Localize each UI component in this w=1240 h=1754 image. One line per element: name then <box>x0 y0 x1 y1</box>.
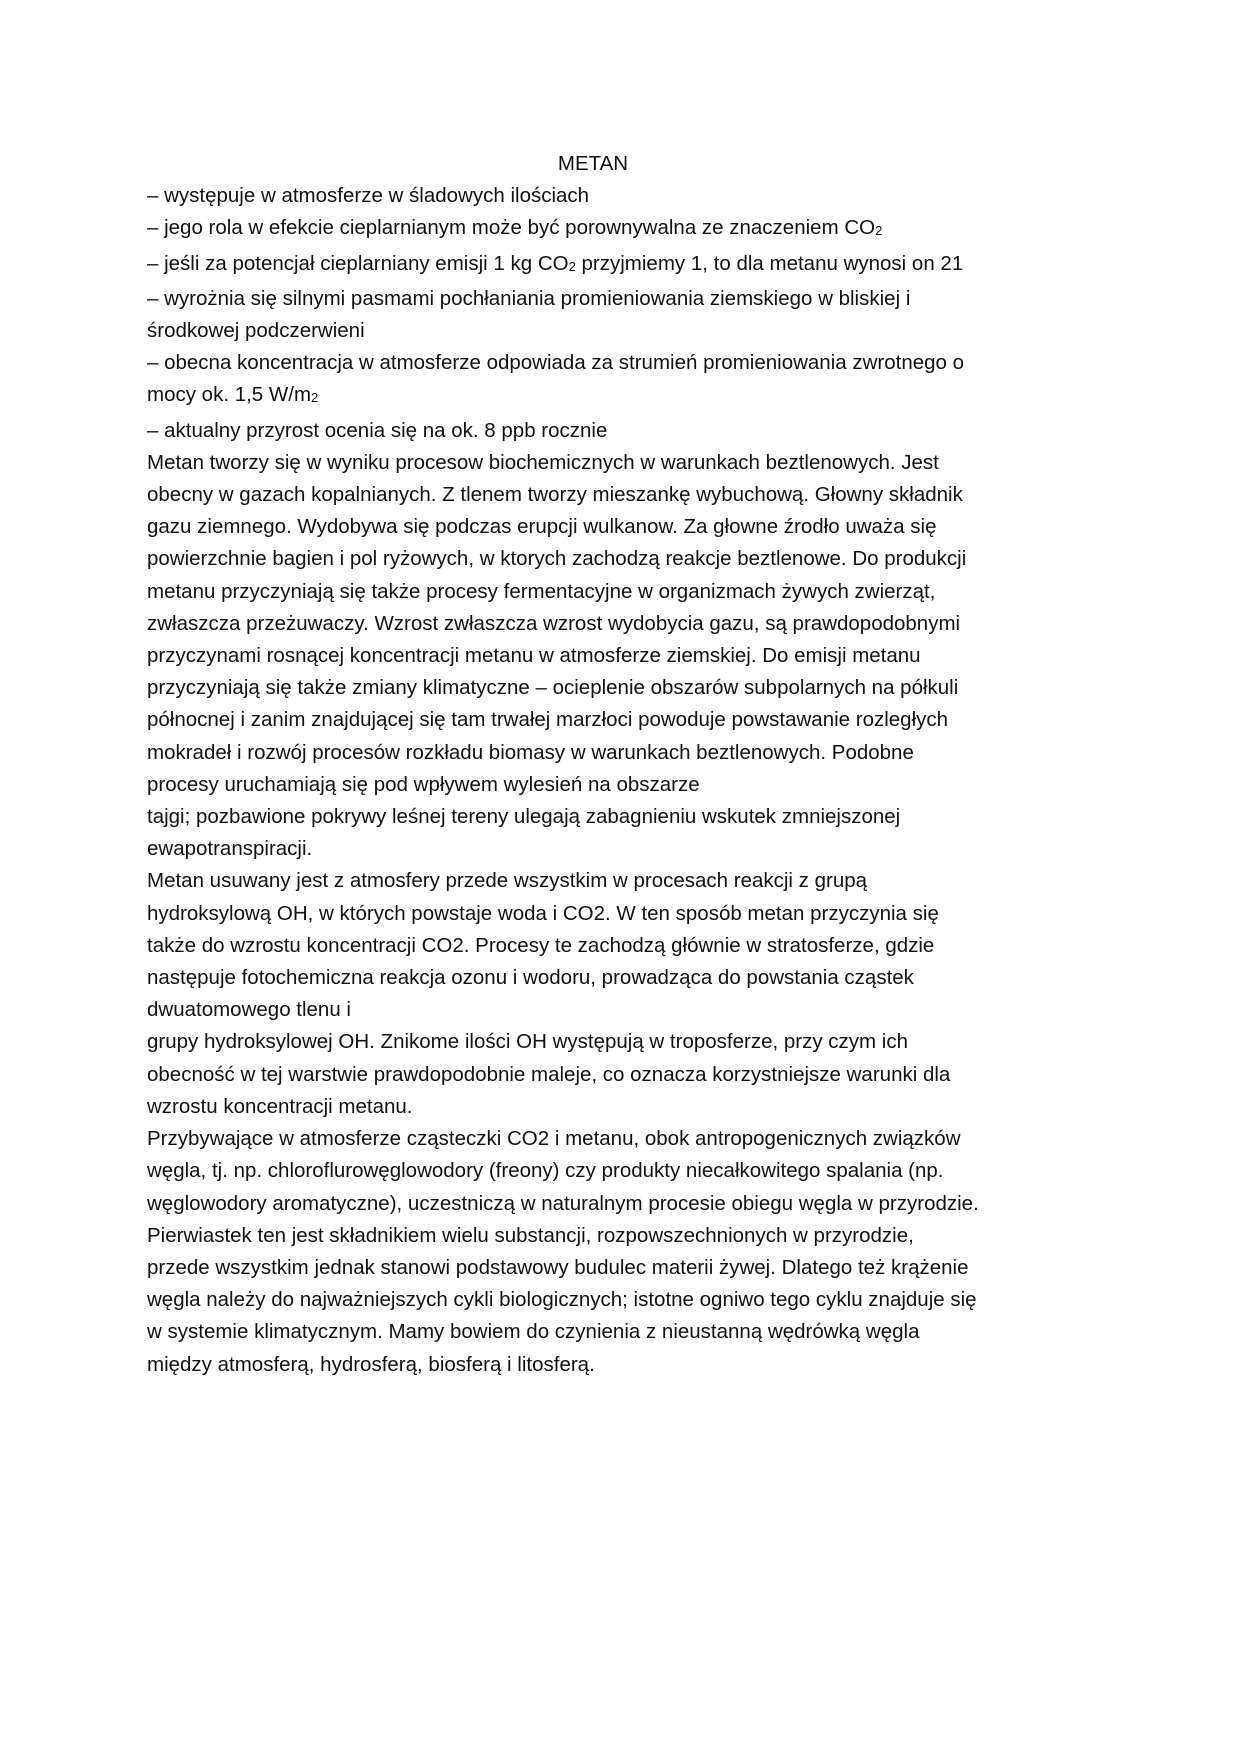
text-line: tajgi; pozbawione pokrywy leśnej tereny ulegają zabagnieniu wskutek zmniejszonej <box>147 805 901 829</box>
bullet-line <box>147 379 1027 414</box>
text-line: w systemie klimatycznym. Mamy bowiem do czynienia z nieustanną wędrówką węgla <box>147 1320 920 1344</box>
bullet-line <box>147 347 1027 379</box>
text-line: węgla należy do najważniejszych cykli biologicznych; istotne ogniwo tego cyklu znajduje się <box>147 1288 977 1312</box>
text-line: przyczyniają się także zmiany klimatyczne – ocieplenie obszarów subpolarnych na półkuli <box>147 676 959 700</box>
subscript: 2 <box>568 258 576 274</box>
bullet-text: – jeśli za potencjał cieplarniany emisji 1 kg CO <box>147 251 569 275</box>
text-line: Przybywające w atmosferze cząsteczki CO2 i metanu, obok antropogenicznych związków <box>147 1127 961 1151</box>
document-body <box>147 148 1027 1381</box>
bullet-text: mocy ok. 1,5 W/m <box>147 383 312 407</box>
bullet-text: – występuje w atmosferze w śladowych ilościach <box>147 184 590 208</box>
text-line: Metan usuwany jest z atmosfery przede wszystkim w procesach reakcji z grupą <box>147 869 868 893</box>
subscript: 2 <box>311 390 319 406</box>
text-line: Metan tworzy się w wyniku procesow biochemicznych w warunkach beztlenowych. Jest <box>147 450 939 474</box>
paragraph-carbon-cycle <box>147 1123 1027 1381</box>
bullet-line <box>147 180 1027 212</box>
text-line: procesy uruchamiają się pod wpływem wylesień na obszarze <box>147 772 700 796</box>
text-line: gazu ziemnego. Wydobywa się podczas erupcji wulkanow. Za głowne źrodło uważa się <box>147 515 937 539</box>
document-title: METAN <box>557 152 629 175</box>
bullet-text: – jego rola w efekcie cieplarnianym może być porownywalna ze znaczeniem CO <box>147 216 876 240</box>
text-line: metanu przyczyniają się także procesy fermentacyjne w organizmach żywych zwierząt, <box>147 579 936 603</box>
bullet-list <box>147 180 1027 447</box>
text-line: przede wszystkim jednak stanowi podstawowy budulec materii żywej. Dlatego też krążenie <box>147 1255 969 1279</box>
bullet-text: – wyrożnia się silnymi pasmami pochłaniania promieniowania ziemskiego w bliskiej i <box>147 286 911 310</box>
text-line: przyczynami rosnącej koncentracji metanu w atmosferze ziemskiej. Do emisji metanu <box>147 644 921 668</box>
text-line: zwłaszcza przeżuwaczy. Wzrost zwłaszcza wzrost wydobycia gazu, są prawdopodobnymi <box>147 611 961 635</box>
text-line: między atmosferą, hydrosferą, biosferą i litosferą. <box>147 1352 595 1376</box>
text-line: mokradeł i rozwój procesów rozkładu biomasy w warunkach beztlenowych. Podobne <box>147 740 914 764</box>
text-line: ewapotranspiracji. <box>147 837 313 861</box>
subscript: 2 <box>875 223 883 239</box>
text-line: obecność w tej warstwie prawdopodobnie maleje, co oznacza korzystniejsze warunki dla <box>147 1062 951 1086</box>
bullet-text-after: przyjmiemy 1, to dla metanu wynosi on 21 <box>575 251 964 275</box>
bullet-line <box>147 315 1027 347</box>
text-line: hydroksylową OH, w których powstaje woda i CO2. W ten sposób metan przyczynia się <box>147 901 939 925</box>
text-line: węglowodory aromatyczne), uczestniczą w naturalnym procesie obiegu węgla w przyrodzie. <box>147 1191 979 1215</box>
bullet-line <box>147 283 1027 315</box>
text-line: węgla, tj. np. chloroflurowęglowodory (freony) czy produkty niecałkowitego spalania (np. <box>147 1159 944 1183</box>
text-line: obecny w gazach kopalnianych. Z tlenem tworzy mieszankę wybuchową. Głowny składnik <box>147 483 963 507</box>
text-line: także do wzrostu koncentracji CO2. Procesy te zachodzą głównie w stratosferze, gdzie <box>147 933 935 957</box>
bullet-line <box>147 248 1027 283</box>
text-line: następuje fotochemiczna reakcja ozonu i wodoru, prowadząca do powstania cząstek <box>147 966 914 990</box>
paragraph-removal <box>147 865 1027 1123</box>
bullet-text: – obecna koncentracja w atmosferze odpowiada za strumień promieniowania zwrotnego o <box>147 351 965 375</box>
bullet-text: środkowej podczerwieni <box>147 319 365 343</box>
bullet-text: – aktualny przyrost ocenia się na ok. 8 ppb rocznie <box>147 418 608 442</box>
text-line: dwuatomowego tlenu i <box>147 998 351 1022</box>
text-line: powierzchnie bagien i pol ryżowych, w ktorych zachodzą reakcje beztlenowe. Do produkcji <box>147 547 967 571</box>
bullet-line <box>147 415 1027 447</box>
paragraph-origin <box>147 447 1027 866</box>
text-line: północnej i zanim znajdującej się tam trwałej marzłoci powoduje powstawanie rozległych <box>147 708 949 732</box>
text-line: grupy hydroksylowej OH. Znikome ilości OH występują w troposferze, przy czym ich <box>147 1030 909 1054</box>
text-line: wzrostu koncentracji metanu. <box>147 1094 413 1118</box>
text-line: Pierwiastek ten jest składnikiem wielu substancji, rozpowszechnionych w przyrodzie, <box>147 1223 914 1247</box>
bullet-line <box>147 212 1027 247</box>
